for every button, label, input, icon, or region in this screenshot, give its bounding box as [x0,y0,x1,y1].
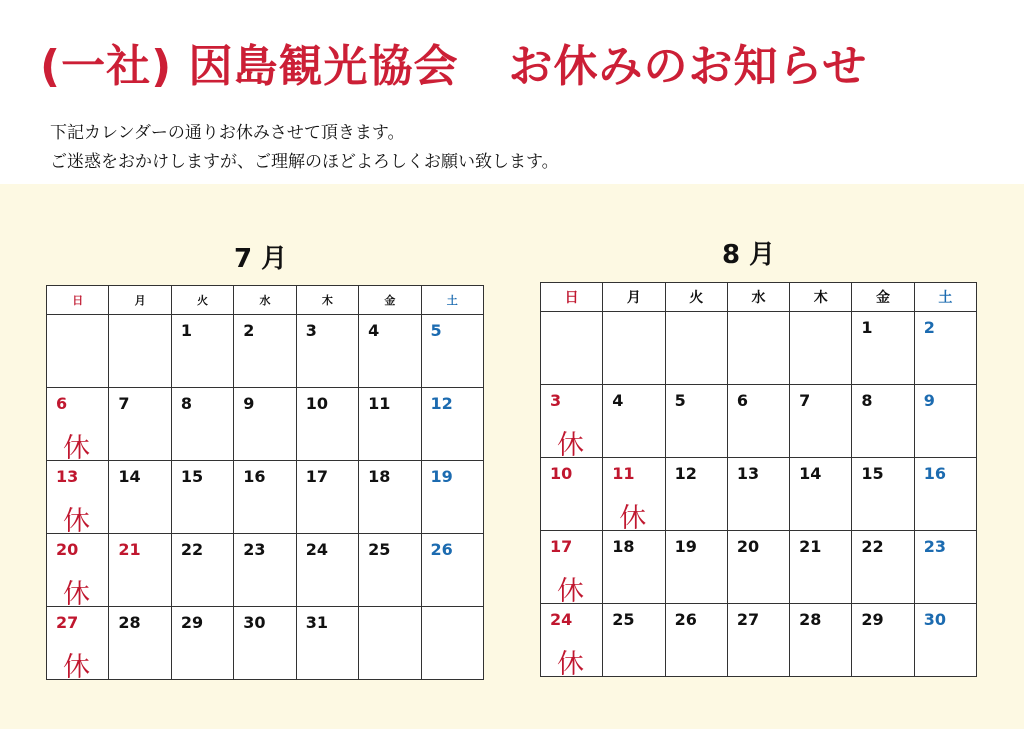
day-number: 7 [118,394,130,413]
day-number: 9 [243,394,255,413]
day-number: 4 [368,321,380,340]
day-number: 18 [368,467,391,486]
july-calendar [46,285,484,683]
day-cell [541,385,603,461]
day-cell [109,534,171,607]
day-number: 17 [305,467,328,486]
day-number: 2 [923,318,935,337]
day-number: 20 [736,537,760,556]
day-number: 1 [180,321,192,340]
week-row [47,461,484,534]
day-number: 25 [368,540,391,559]
day-number: 27 [736,610,760,629]
weekday-header: 木 [790,283,852,312]
day-number: 29 [180,613,204,632]
day-cell [541,604,603,680]
notice-title: お休みのお知らせ [508,41,868,92]
day-cell [914,531,976,604]
day-number: 6 [56,394,68,413]
day-cell [47,534,109,610]
day-number: 20 [56,540,79,559]
closed-mark: 休 [63,652,90,683]
day-cell [109,461,171,534]
weekday-header: 火 [171,286,233,315]
day-cell [234,607,296,680]
day-cell [665,385,727,458]
weekday-header: 月 [603,283,665,312]
closed-mark: 休 [619,503,647,534]
day-cell [421,461,483,534]
day-number: 16 [923,464,946,483]
day-cell [727,312,789,385]
day-cell [421,388,483,461]
week-row [541,604,977,677]
day-number: 11 [612,464,635,483]
weekday-header: 月 [109,286,171,315]
day-cell [47,461,109,537]
weekday-header: 水 [234,286,296,315]
day-cell [421,534,483,607]
day-cell [603,385,665,458]
day-number: 24 [305,540,328,559]
day-cell [234,315,296,388]
day-number: 12 [674,464,697,483]
closed-mark: 休 [63,433,90,464]
day-cell [665,312,727,385]
day-cell [914,385,976,458]
day-number: 15 [861,464,884,483]
day-cell [603,604,665,677]
day-cell [296,607,358,680]
day-number: 11 [368,394,391,413]
day-cell [421,315,483,388]
day-cell [914,604,976,677]
day-cell [603,458,665,534]
day-number: 28 [118,613,141,632]
weekday-header: 金 [359,286,421,315]
day-number: 12 [430,394,453,413]
day-cell [421,607,483,680]
day-number: 13 [736,464,760,483]
day-cell [727,531,789,604]
closed-mark: 休 [63,579,90,610]
day-number: 10 [550,464,573,483]
day-cell [234,388,296,461]
day-cell [852,458,914,531]
day-cell [790,458,852,531]
day-number: 29 [861,610,884,629]
week-row [541,312,977,385]
day-number: 3 [305,321,317,340]
weekday-header: 土 [421,286,483,315]
page-title [40,30,1020,94]
day-number: 1 [861,318,873,337]
day-number: 6 [736,391,748,410]
day-cell [541,531,603,607]
day-number: 17 [550,537,573,556]
day-number: 19 [430,467,453,486]
day-cell [790,312,852,385]
day-cell [296,461,358,534]
week-row [47,534,484,607]
day-number: 3 [550,391,562,410]
weekday-header: 水 [727,283,789,312]
day-cell [359,315,421,388]
day-cell [914,312,976,385]
day-number: 25 [612,610,635,629]
day-cell [47,388,109,464]
day-number: 27 [56,613,79,632]
day-number: 15 [180,467,204,486]
closed-mark: 休 [557,649,584,680]
day-cell [359,461,421,534]
closed-mark: 休 [557,576,584,607]
day-cell [296,315,358,388]
day-cell [603,531,665,604]
day-cell [603,312,665,385]
day-number: 5 [674,391,686,410]
day-number: 14 [799,464,822,483]
day-cell [852,604,914,677]
day-cell [665,458,727,531]
day-number: 10 [305,394,328,413]
weekday-header: 日 [541,283,603,312]
day-cell [359,534,421,607]
day-cell [171,388,233,461]
day-cell [359,388,421,461]
day-cell [296,388,358,461]
day-number: 8 [180,394,192,413]
day-number: 26 [674,610,697,629]
day-cell [852,385,914,458]
header [0,0,1024,184]
day-number: 30 [923,610,946,629]
closed-mark: 休 [557,430,584,461]
week-row [47,388,484,461]
day-cell [852,531,914,604]
notice-line-2: ご迷惑をおかけしますが、ご理解のほどよろしくお願い致します。 [50,152,559,172]
weekday-header: 日 [47,286,109,315]
day-cell [171,315,233,388]
day-cell [234,534,296,607]
day-number: 19 [674,537,697,556]
day-cell [296,534,358,607]
day-number: 2 [243,321,255,340]
day-number: 23 [243,540,266,559]
week-row [541,458,977,531]
day-cell [665,531,727,604]
day-cell [914,458,976,531]
organization-name: (一社) 因島観光協会 [40,41,459,92]
day-number: 4 [612,391,624,410]
august-calendar [540,282,977,680]
day-cell [665,604,727,677]
day-number: 23 [923,537,946,556]
day-number: 13 [56,467,79,486]
day-cell [109,315,171,388]
day-cell [541,312,603,385]
day-cell [727,604,789,677]
day-cell [171,607,233,680]
day-number: 22 [180,540,204,559]
week-row [47,607,484,680]
day-cell [359,607,421,680]
day-cell [171,461,233,534]
day-number: 18 [612,537,635,556]
day-number: 26 [430,540,453,559]
week-row [541,385,977,458]
day-cell [541,458,603,531]
day-number: 22 [861,537,884,556]
week-row [541,531,977,604]
day-cell [727,385,789,458]
day-cell [47,607,109,683]
day-number: 5 [430,321,442,340]
day-number: 9 [923,391,935,410]
day-number: 7 [799,391,811,410]
day-cell [727,458,789,531]
day-cell [47,315,109,388]
day-number: 31 [305,613,328,632]
weekday-header: 火 [665,283,727,312]
week-row [47,315,484,388]
day-number: 21 [799,537,822,556]
day-cell [234,461,296,534]
day-cell [790,604,852,677]
day-number: 14 [118,467,141,486]
day-number: 24 [550,610,573,629]
notice-line-1: 下記カレンダーの通りお休みさせて頂きます。 [50,123,405,143]
weekday-header: 土 [914,283,976,312]
weekday-header-row [47,286,484,315]
day-cell [109,388,171,461]
day-number: 16 [243,467,266,486]
day-number: 28 [799,610,822,629]
day-cell [790,531,852,604]
weekday-header: 木 [296,286,358,315]
august-title: 8 月 [722,240,776,270]
july-title: 7 月 [234,244,288,274]
day-cell [109,607,171,680]
day-number: 21 [118,540,141,559]
day-number: 30 [243,613,266,632]
day-number: 8 [861,391,873,410]
day-cell [790,385,852,458]
day-cell [171,534,233,607]
weekday-header: 金 [852,283,914,312]
closed-mark: 休 [63,506,90,537]
day-cell [852,312,914,385]
weekday-header-row [541,283,977,312]
